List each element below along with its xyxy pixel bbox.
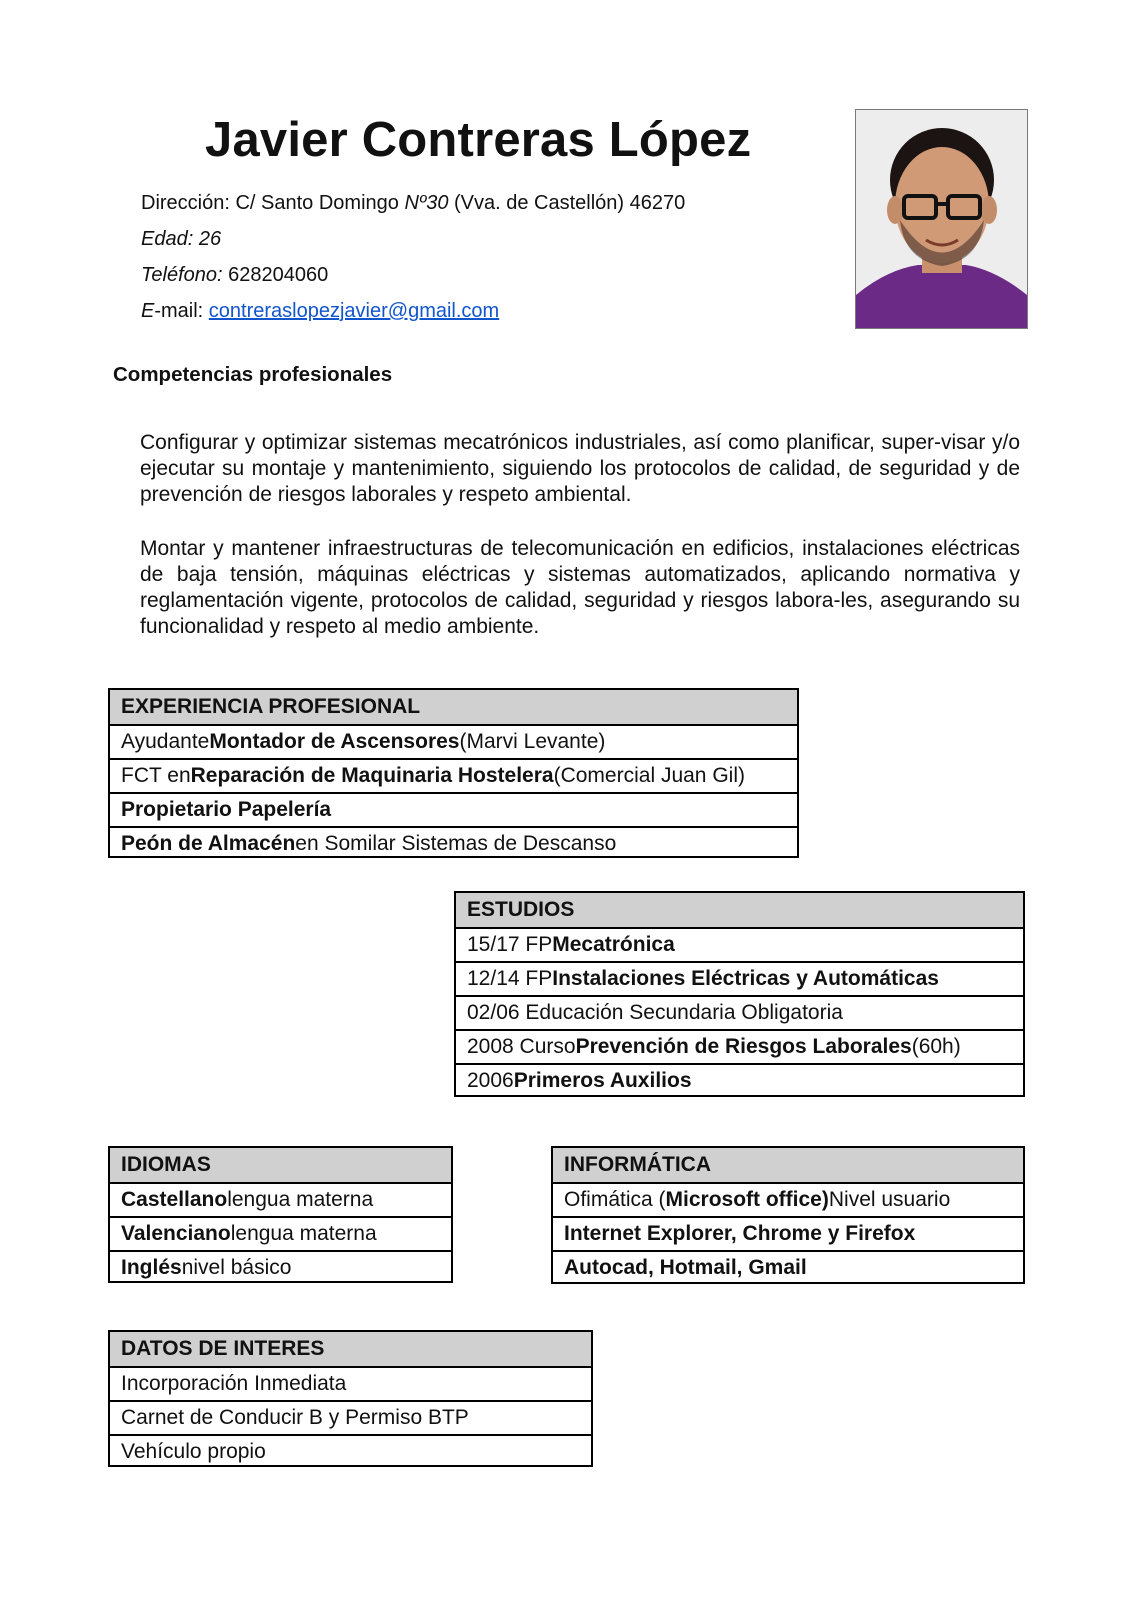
table-row — [110, 724, 797, 758]
row-bold-text: Valenciano — [121, 1222, 231, 1245]
row-text: (Marvi Levante) — [459, 730, 606, 753]
row-bold-text: Peón de Almacén — [121, 832, 296, 855]
address-rest: (Vva. de Castellón) 46270 — [448, 192, 686, 214]
table-row — [110, 792, 797, 826]
row-bold-text: Instalaciones Eléctricas y Automáticas — [552, 967, 939, 990]
address-label: Dirección: C/ Santo Domingo — [141, 192, 405, 214]
age-line — [141, 228, 221, 251]
row-text: en Somilar Sistemas de Descanso — [295, 832, 617, 855]
row-text: Incorporación Inmediata — [121, 1372, 347, 1395]
row-text: 15/17 FP — [467, 933, 553, 956]
row-bold-text: Mecatrónica — [552, 933, 675, 956]
row-bold-text: Prevención de Riesgos Laborales — [575, 1035, 912, 1058]
row-text: Nivel usuario — [828, 1188, 951, 1211]
row-text: lengua materna — [227, 1188, 374, 1211]
table-row — [456, 1063, 1023, 1097]
age-text: Edad: 26 — [141, 228, 222, 250]
email-label: -mail: — [154, 300, 209, 322]
row-bold-text: Propietario Papelería — [121, 798, 332, 821]
table-row — [110, 1250, 451, 1284]
row-bold-text: Primeros Auxilios — [513, 1069, 692, 1092]
estudios-header: ESTUDIOS — [456, 893, 1023, 927]
email-prefix: E — [141, 300, 155, 322]
table-row — [553, 1182, 1023, 1216]
informatica-table — [551, 1146, 1025, 1284]
phone-value: 628204060 — [222, 264, 329, 286]
row-bold-text: Inglés — [121, 1256, 182, 1279]
row-text: Ayudante — [121, 730, 210, 753]
email-line — [141, 300, 499, 323]
informatica-header: INFORMÁTICA — [553, 1148, 1023, 1182]
row-text: (Comercial Juan Gil) — [553, 764, 745, 787]
row-bold-text: Microsoft office) — [665, 1188, 829, 1211]
table-row — [553, 1216, 1023, 1250]
profile-photo-image — [856, 110, 1027, 328]
table-row — [553, 1250, 1023, 1284]
competencias-paragraph-2: Montar y mantener infraestructuras de telecomunicación en edificios, instalaciones eléctricas de baja tensión, máquinas eléctricas y sistemas automatizados, aplicando normativa y reglamentación vigente, protocolos de calidad, seguridad y riesgos labora-les, asegurando su funcionalidad y respeto al medio ambiente. — [140, 537, 1020, 638]
experiencia-table — [108, 688, 799, 858]
table-row — [110, 826, 797, 860]
experiencia-header: EXPERIENCIA PROFESIONAL — [110, 690, 797, 724]
row-text: 02/06 Educación Secundaria Obligatoria — [467, 1001, 843, 1024]
row-text: (60h) — [911, 1035, 961, 1058]
profile-photo — [855, 109, 1028, 329]
table-row — [456, 995, 1023, 1029]
table-row — [110, 1434, 591, 1468]
table-row — [110, 1216, 451, 1250]
row-bold-text: Castellano — [121, 1188, 228, 1211]
row-text: 12/14 FP — [467, 967, 553, 990]
address-number: Nº30 — [404, 192, 449, 214]
idiomas-table — [108, 1146, 453, 1283]
row-text: Ofimática ( — [564, 1188, 666, 1211]
row-text: 2008 Curso — [467, 1035, 576, 1058]
table-row — [110, 758, 797, 792]
row-text: Vehículo propio — [121, 1440, 266, 1463]
phone-line — [141, 264, 328, 287]
competencias-paragraph-1: Configurar y optimizar sistemas mecatrónicos industriales, así como planificar, super-visar y/o ejecutar su montaje y mantenimiento, siguiendo los protocolos de calidad, de seguridad y de prevención de riesgos laborales y respeto ambiental. — [140, 431, 1020, 506]
datos-table — [108, 1330, 593, 1467]
table-row — [456, 927, 1023, 961]
row-bold-text: Montador de Ascensores — [209, 730, 460, 753]
row-text: Carnet de Conducir B y Permiso BTP — [121, 1406, 469, 1429]
idiomas-header: IDIOMAS — [110, 1148, 451, 1182]
table-row — [110, 1182, 451, 1216]
row-bold-text: Autocad, Hotmail, Gmail — [564, 1256, 807, 1279]
datos-header: DATOS DE INTERES — [110, 1332, 591, 1366]
email-link[interactable]: contreraslopezjavier@gmail.com — [208, 300, 500, 322]
row-text: lengua materna — [230, 1222, 377, 1245]
competencias-title: Competencias profesionales — [113, 363, 393, 386]
estudios-table — [454, 891, 1025, 1097]
table-row — [110, 1366, 591, 1400]
phone-label: Teléfono: — [141, 264, 223, 286]
row-bold-text: Reparación de Maquinaria Hostelera — [190, 764, 554, 787]
row-text: FCT en — [121, 764, 191, 787]
candidate-name: Javier Contreras López — [205, 113, 752, 167]
row-text: 2006 — [467, 1069, 514, 1092]
table-row — [456, 1029, 1023, 1063]
table-row — [110, 1400, 591, 1434]
row-bold-text: Internet Explorer, Chrome y Firefox — [564, 1222, 916, 1245]
row-text: nivel básico — [181, 1256, 292, 1279]
table-row — [456, 961, 1023, 995]
address-line — [141, 192, 685, 215]
